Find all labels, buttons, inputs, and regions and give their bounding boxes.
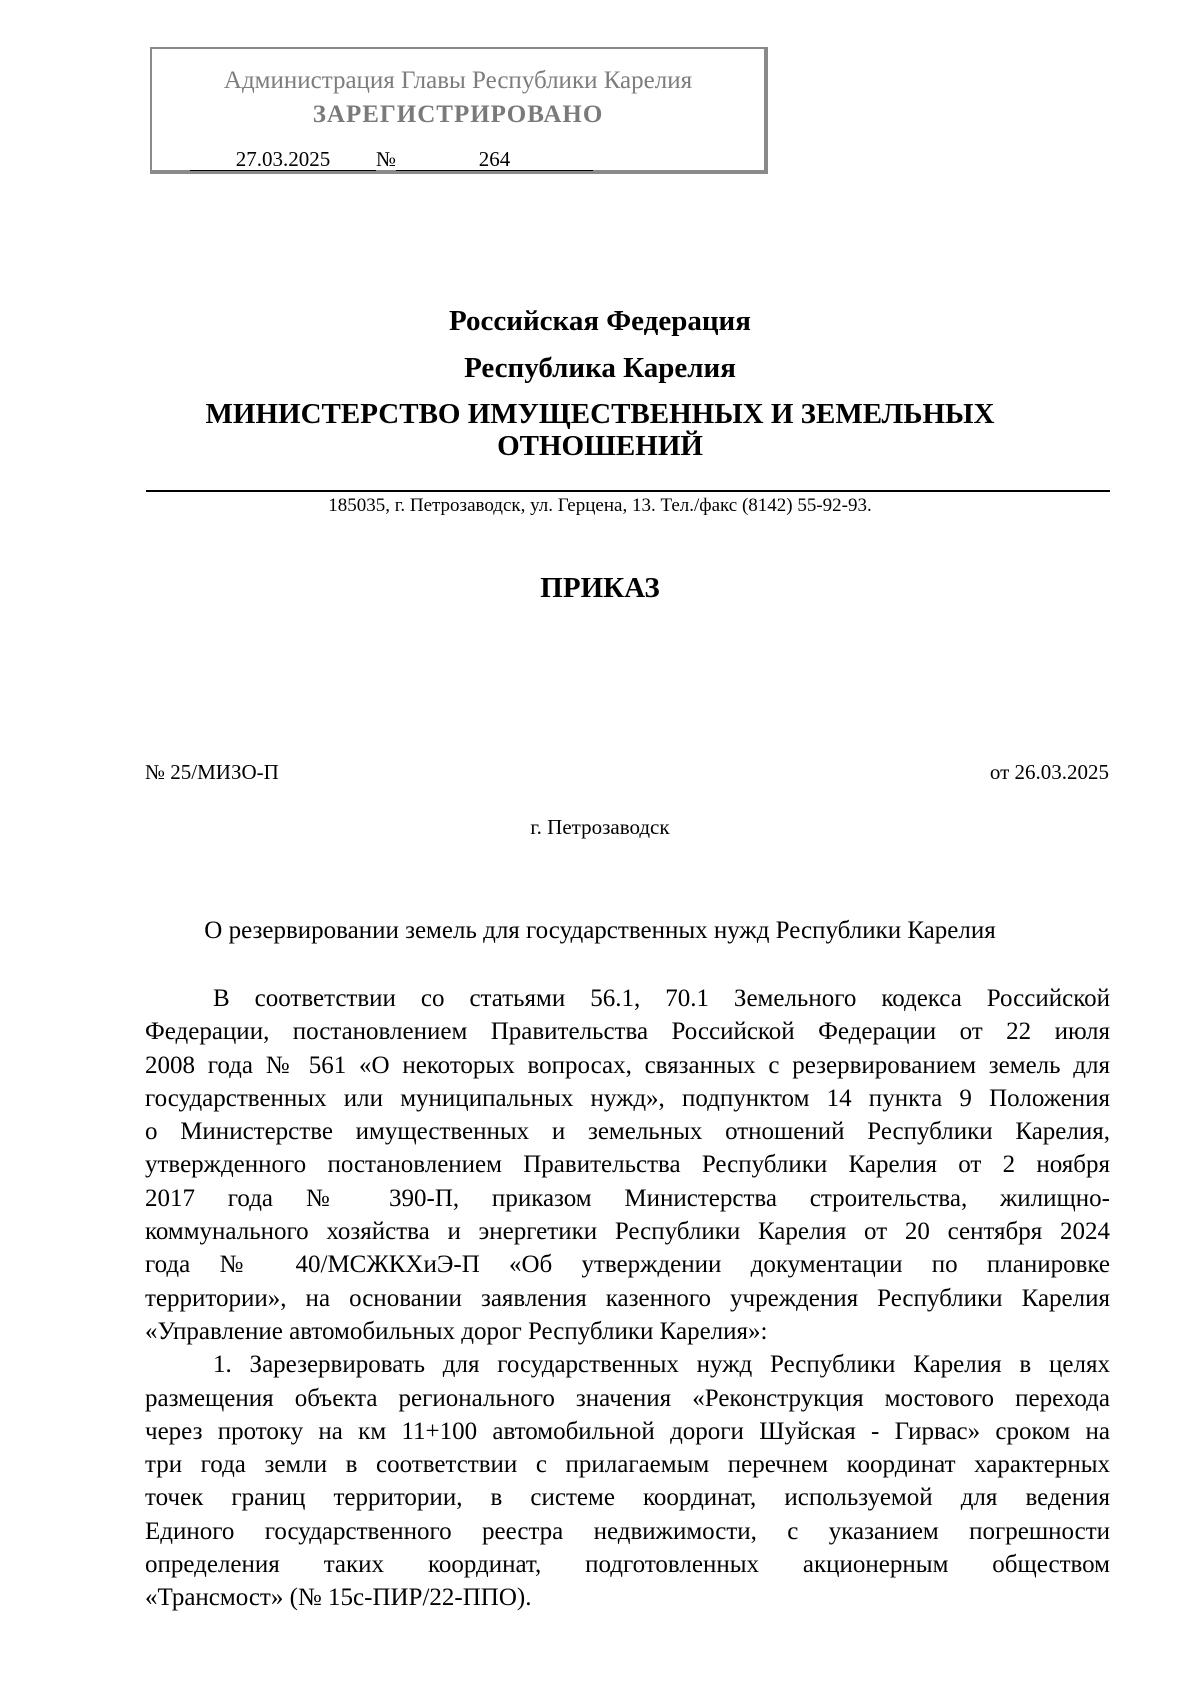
body-line: утвержденного постановлением Правительства Республики Карелия от 2 ноября: [145, 1151, 1110, 1179]
header-country: Российская Федерация: [449, 305, 751, 337]
stamp-date: 27.03.2025: [190, 148, 376, 171]
stamp-number-sign: №: [376, 147, 397, 171]
document-type: ПРИКАЗ: [540, 572, 660, 604]
registration-stamp: [150, 47, 768, 174]
body-line: 2008 года № 561 «О некоторых вопросах, связанных с резервированием земель для: [145, 1051, 1110, 1079]
body-line: три года земли в соответствии с прилагаемым перечнем координат характерных: [145, 1451, 1110, 1479]
header-divider: [146, 490, 1110, 492]
stamp-number: 264: [396, 148, 593, 171]
stamp-organization: Администрация Главы Республики Карелия: [223, 67, 693, 94]
order-date: от 26.03.2025: [989, 760, 1109, 784]
body-line: государственных или муниципальных нужд», подпунктом 14 пункта 9 Положения: [145, 1084, 1110, 1112]
order-number: № 25/МИЗО-П: [145, 760, 279, 784]
body-line: размещения объекта регионального значения «Реконструкция мостового перехода: [145, 1384, 1110, 1412]
body-line: «Трансмост» (№ 15с-ПИР/22-ППО).: [145, 1584, 532, 1612]
body-line: точек границ территории, в системе координат, используемой для ведения: [145, 1484, 1110, 1512]
stamp-registration-line: [190, 147, 593, 172]
body-line: Единого государственного реестра недвижимости, с указанием погрешности: [145, 1517, 1110, 1545]
header-republic: Республика Карелия: [464, 352, 736, 384]
body-line: коммунального хозяйства и энергетики Республики Карелия от 20 сентября 2024: [145, 1218, 1110, 1246]
body-line: В соответствии со статьями 56.1, 70.1 Земельного кодекса Российской: [213, 985, 1110, 1012]
body-line: территории», на основании заявления казенного учреждения Республики Карелия: [145, 1284, 1110, 1312]
body-line: через протоку на км 11+100 автомобильной дороги Шуйская - Гирвас» сроком на: [145, 1417, 1110, 1445]
body-line: Федерации, постановлением Правительства Российской Федерации от 22 июля: [145, 1018, 1110, 1046]
order-subject: О резервировании земель для государственных нужд Республики Карелия: [204, 917, 996, 944]
body-line: о Министерстве имущественных и земельных отношений Республики Карелия,: [145, 1118, 1110, 1146]
order-city: г. Петрозаводск: [530, 815, 670, 839]
body-line: 2017 года № 390-П, приказом Министерства строительства, жилищно-: [145, 1184, 1110, 1212]
body-line: года № 40/МСЖКХиЭ-П «Об утверждении документации по планировке: [145, 1251, 1110, 1279]
header-ministry-line1: МИНИСТЕРСТВО ИМУЩЕСТВЕННЫХ И ЗЕМЕЛЬНЫХ: [205, 398, 995, 430]
order-body: [145, 982, 1110, 1615]
body-line: определения таких координат, подготовленных акционерным обществом: [145, 1551, 1110, 1579]
body-line: 1. Зарезервировать для государственных нужд Республики Карелия в целях: [213, 1351, 1110, 1379]
header-ministry-line2: ОТНОШЕНИЙ: [497, 430, 703, 462]
ministry-address: 185035, г. Петрозаводск, ул. Герцена, 13. Тел./факс (8142) 55-92-93.: [328, 495, 872, 516]
body-line: «Управление автомобильных дорог Республики Карелия»:: [145, 1317, 768, 1345]
stamp-status: ЗАРЕГИСТРИРОВАНО: [312, 101, 604, 128]
